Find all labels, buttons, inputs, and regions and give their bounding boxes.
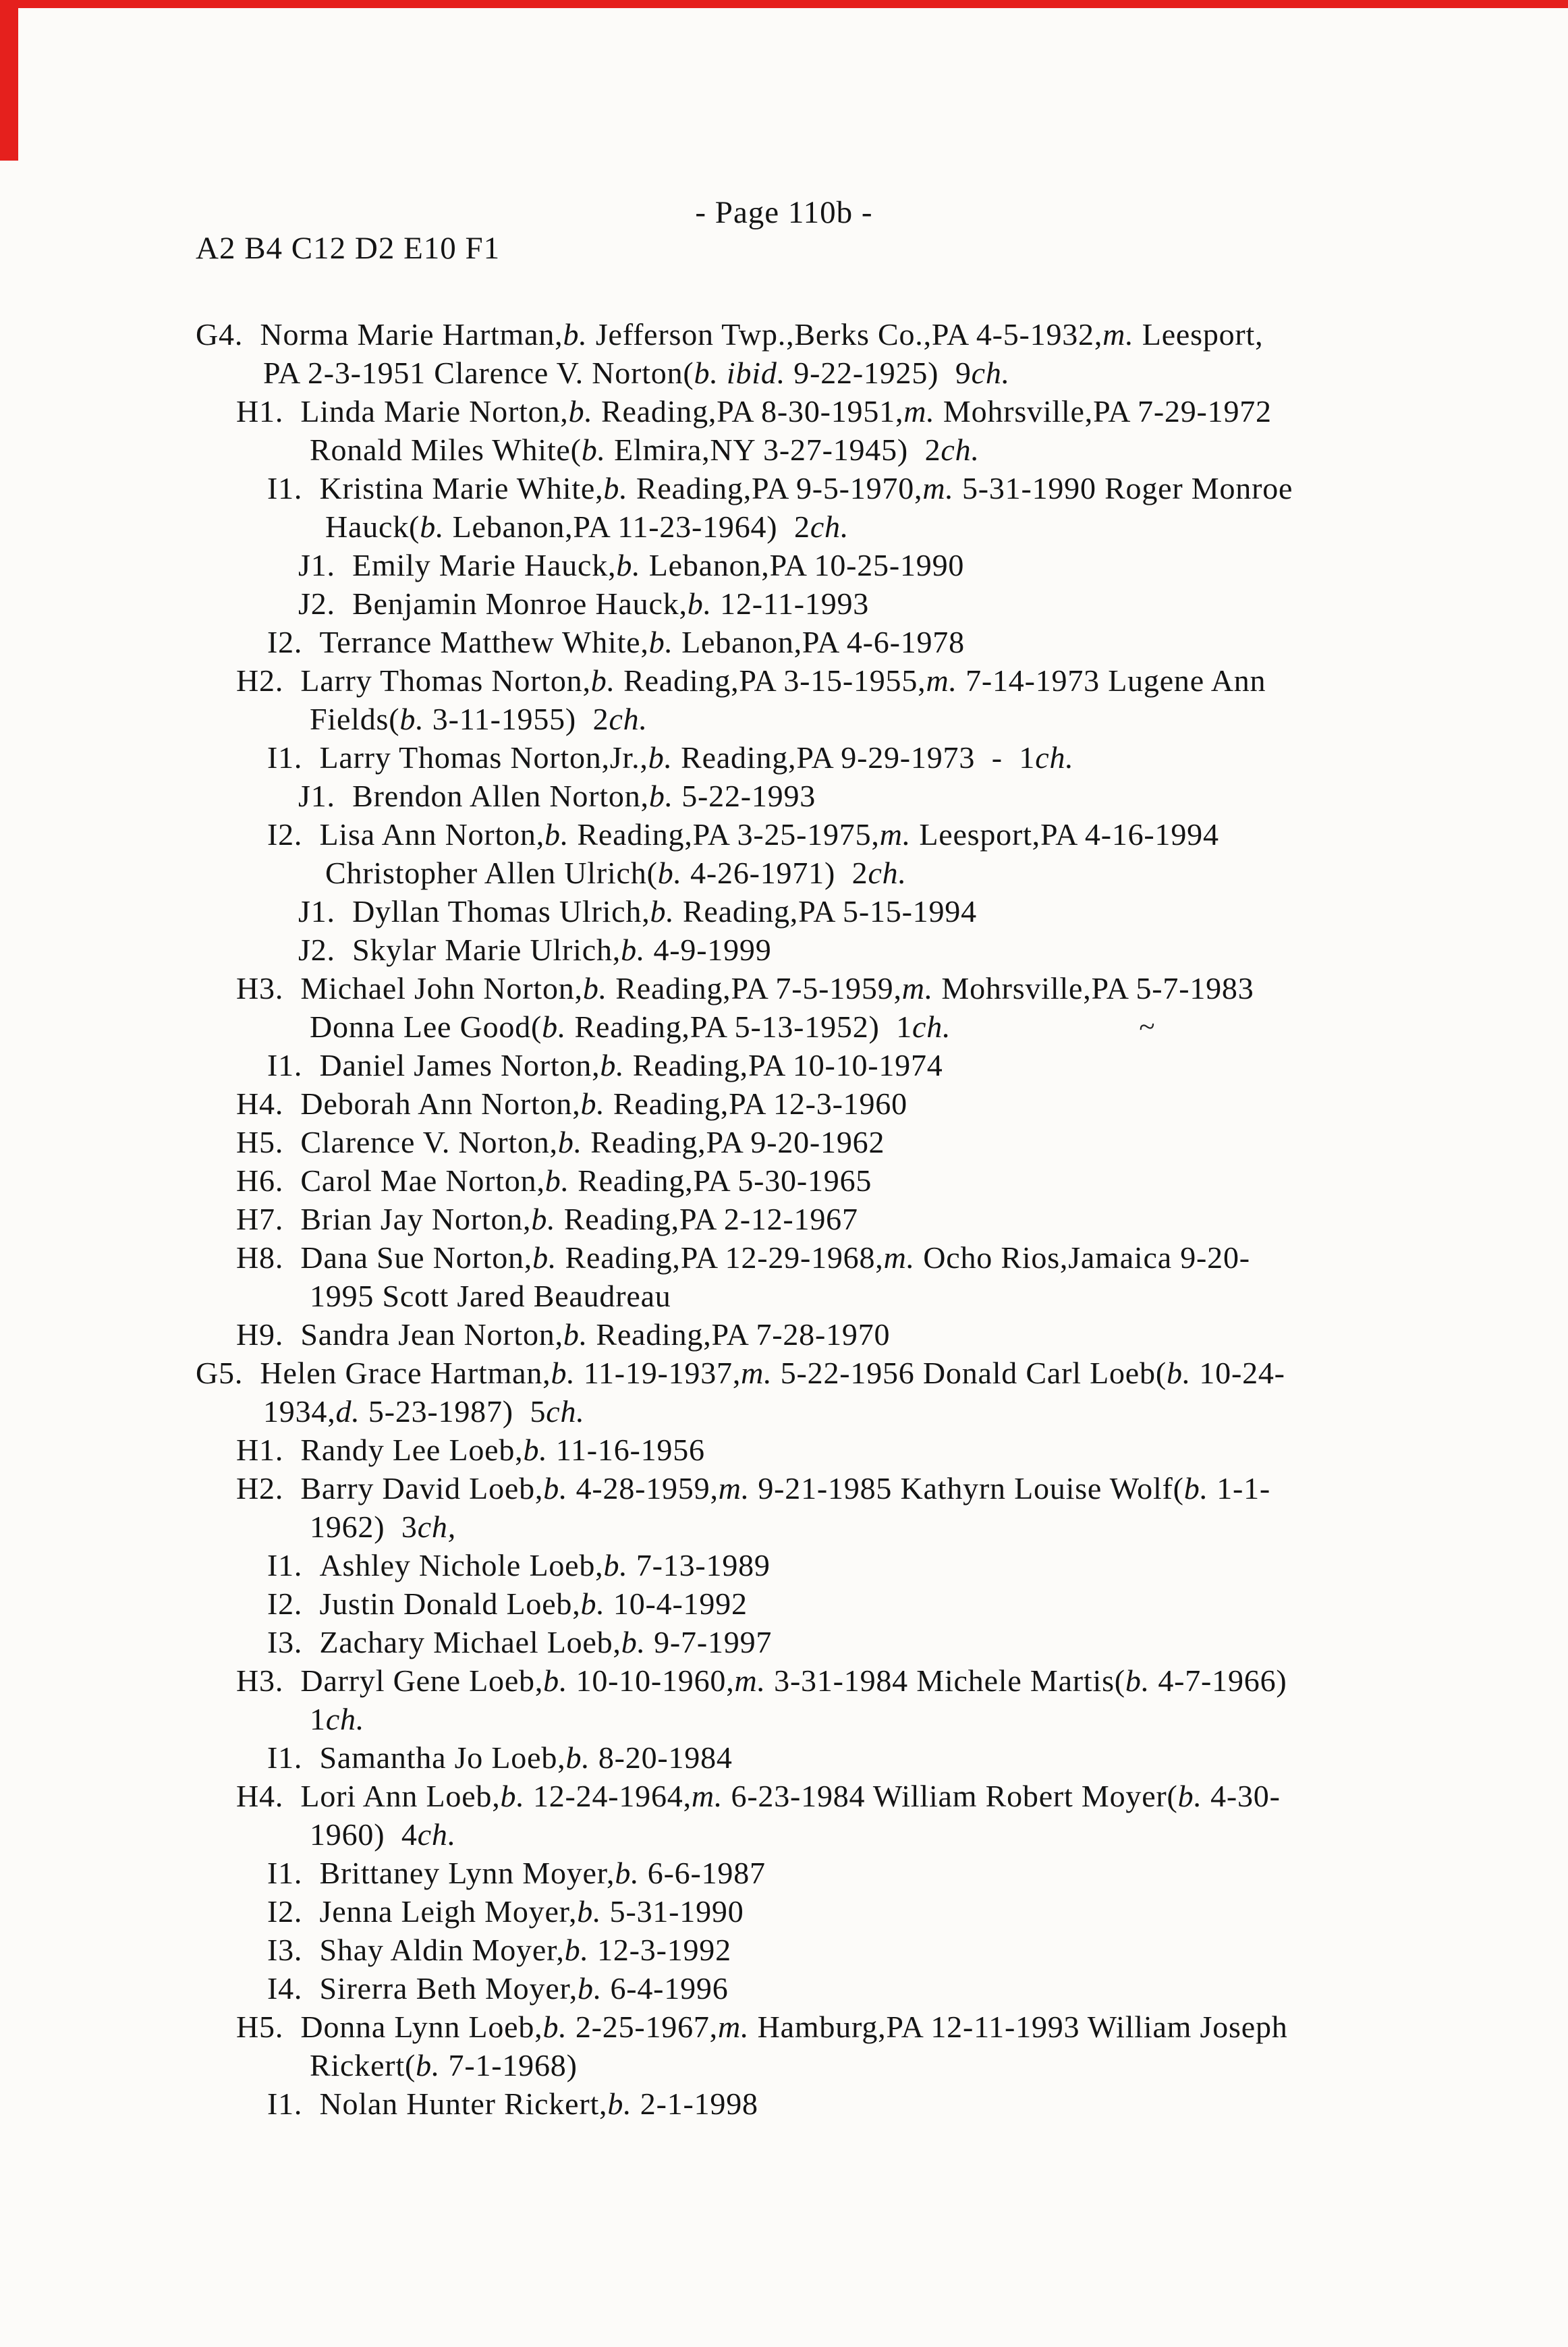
entry-text: Brittaney Lynn Moyer,b. 6-6-1987 [319,1856,766,1890]
entry-line [196,1431,1491,1469]
entry-line [196,815,1491,854]
entry-text: Benjamin Monroe Hauck,b. 12-11-1993 [352,586,870,621]
entry-text: Daniel James Norton,b. Reading,PA 10-10-1974 [319,1048,943,1082]
entry-label: I1. [267,471,303,505]
genealogy-entries [196,315,1491,2123]
entry-line [196,392,1491,431]
entry-line [196,1508,1491,1546]
entry-label: H4. [236,1779,284,1813]
entry-text: Norma Marie Hartman,b. Jefferson Twp.,Berks Co.,PA 4-5-1932,m. Leesport, [260,317,1264,352]
entry-line [196,1277,1491,1315]
entry-label: H7. [236,1202,284,1236]
entry-label: H9. [236,1317,284,1352]
entry-label: H3. [236,971,284,1005]
entry-text: Sirerra Beth Moyer,b. 6-4-1996 [319,1971,729,2006]
entry-line [196,1892,1491,1931]
entry-label: J1. [298,894,335,929]
entry-line [196,1469,1491,1508]
entry-text: Jenna Leigh Moyer,b. 5-31-1990 [319,1894,744,1929]
entry-line [196,1123,1491,1161]
entry-label: I3. [267,1933,303,1967]
entry-text: Christopher Allen Ulrich(b. 4-26-1971) 2ch. [325,856,907,890]
entry-text: Clarence V. Norton,b. Reading,PA 9-20-1962 [300,1125,885,1159]
entry-line [196,738,1491,777]
entry-line [196,507,1491,546]
entry-text: Emily Marie Hauck,b. Lebanon,PA 10-25-1990 [352,548,965,582]
entry-text: Linda Marie Norton,b. Reading,PA 8-30-1951,m. Mohrsville,PA 7-29-1972 [300,394,1272,429]
entry-label: J2. [298,586,335,621]
entry-text: Justin Donald Loeb,b. 10-4-1992 [319,1586,748,1621]
scan-color-bar-left [0,0,18,161]
entry-text: Larry Thomas Norton,b. Reading,PA 3-15-1955,m. 7-14-1973 Lugene Ann [300,663,1266,698]
entry-line [196,1623,1491,1661]
entry-line [196,1931,1491,1969]
entry-line [196,777,1491,815]
entry-line [196,1584,1491,1623]
entry-line [196,2008,1491,2046]
entry-text: PA 2-3-1951 Clarence V. Norton(b. ibid. 9-22-1925) 9ch. [263,356,1010,390]
entry-label: I1. [267,740,303,775]
entry-text: Brendon Allen Norton,b. 5-22-1993 [352,779,816,813]
entry-label: I1. [267,1048,303,1082]
entry-line [196,354,1491,392]
entry-text: Terrance Matthew White,b. Lebanon,PA 4-6-1978 [319,625,965,659]
entry-label: H5. [236,1125,284,1159]
lineage-code-line: A2 B4 C12 D2 E10 F1 [196,231,501,266]
entry-line [196,969,1491,1007]
entry-label: I2. [267,1586,303,1621]
page-number-header: - Page 110b - [695,195,873,230]
entry-label: I3. [267,1625,303,1659]
entry-line [196,2046,1491,2084]
entry-line [196,1546,1491,1584]
entry-line [196,1200,1491,1238]
entry-text: 1962) 3ch, [310,1510,457,1544]
entry-line [196,1238,1491,1277]
entry-line [196,1046,1491,1084]
entry-label: H1. [236,394,284,429]
entry-text: Kristina Marie White,b. Reading,PA 9-5-1970,m. 5-31-1990 Roger Monroe [319,471,1293,505]
entry-text: 1ch. [310,1702,365,1736]
entry-line [196,1007,1491,1046]
entry-text: Carol Mae Norton,b. Reading,PA 5-30-1965 [300,1163,872,1198]
entry-line [196,1700,1491,1738]
entry-text: Lisa Ann Norton,b. Reading,PA 3-25-1975,m. Leesport,PA 4-16-1994 [319,817,1219,852]
entry-text: Hauck(b. Lebanon,PA 11-23-1964) 2ch. [325,509,849,544]
entry-text: Shay Aldin Moyer,b. 12-3-1992 [319,1933,731,1967]
entry-line [196,315,1491,354]
entry-text: 1995 Scott Jared Beaudreau [310,1279,671,1313]
entry-line [196,1392,1491,1431]
entry-text: Brian Jay Norton,b. Reading,PA 2-12-1967 [300,1202,858,1236]
scan-color-bar-top [0,0,1568,8]
entry-text: Sandra Jean Norton,b. Reading,PA 7-28-1970 [300,1317,891,1352]
entry-text: Helen Grace Hartman,b. 11-19-1937,m. 5-22-1956 Donald Carl Loeb(b. 10-24- [260,1356,1285,1390]
entry-line [196,854,1491,892]
entry-text: 1960) 4ch. [310,1817,457,1852]
entry-text: Skylar Marie Ulrich,b. 4-9-1999 [352,933,772,967]
entry-text: Lori Ann Loeb,b. 12-24-1964,m. 6-23-1984 William Robert Moyer(b. 4-30- [300,1779,1281,1813]
entry-label: H6. [236,1163,284,1198]
entry-label: I1. [267,1740,303,1775]
entry-line [196,1969,1491,2008]
entry-line [196,1161,1491,1200]
entry-text: Fields(b. 3-11-1955) 2ch. [310,702,648,736]
entry-label: J2. [298,933,335,967]
entry-text: Larry Thomas Norton,Jr.,b. Reading,PA 9-29-1973 - 1ch. [319,740,1074,775]
entry-label: G4. [196,317,244,352]
entry-line [196,1738,1491,1777]
entry-label: I4. [267,1971,303,2006]
entry-text: Dyllan Thomas Ulrich,b. Reading,PA 5-15-1994 [352,894,977,929]
entry-label: J1. [298,779,335,813]
entry-line [196,931,1491,969]
entry-label: I1. [267,2087,303,2121]
entry-line [196,1777,1491,1815]
entry-line [196,2084,1491,2123]
entry-line [196,892,1491,931]
entry-line [196,469,1491,507]
entry-label: I1. [267,1548,303,1582]
entry-text: Donna Lynn Loeb,b. 2-25-1967,m. Hamburg,PA 12-11-1993 William Joseph [300,2010,1288,2044]
entry-line [196,1815,1491,1854]
entry-line [196,1084,1491,1123]
entry-label: H2. [236,1471,284,1506]
entry-label: I2. [267,817,303,852]
entry-label: G5. [196,1356,244,1390]
entry-label: H1. [236,1433,284,1467]
stray-pen-mark: ~ [1137,1009,1157,1045]
entry-label: I2. [267,1894,303,1929]
entry-text: 1934,d. 5-23-1987) 5ch. [263,1394,585,1429]
entry-label: H3. [236,1663,284,1698]
entry-text: Randy Lee Loeb,b. 11-16-1956 [300,1433,705,1467]
entry-line [196,584,1491,623]
entry-label: H8. [236,1240,284,1275]
entry-line [196,1315,1491,1354]
entry-line [196,700,1491,738]
entry-line [196,623,1491,661]
entry-text: Ronald Miles White(b. Elmira,NY 3-27-1945) 2ch. [310,433,980,467]
entry-text: Samantha Jo Loeb,b. 8-20-1984 [319,1740,733,1775]
entry-text: Barry David Loeb,b. 4-28-1959,m. 9-21-1985 Kathyrn Louise Wolf(b. 1-1- [300,1471,1271,1506]
entry-text: Zachary Michael Loeb,b. 9-7-1997 [319,1625,773,1659]
entry-label: H5. [236,2010,284,2044]
entry-line [196,1854,1491,1892]
entry-label: I2. [267,625,303,659]
entry-line [196,546,1491,584]
entry-label: J1. [298,548,335,582]
entry-line [196,1354,1491,1392]
entry-text: Darryl Gene Loeb,b. 10-10-1960,m. 3-31-1984 Michele Martis(b. 4-7-1966) [300,1663,1287,1698]
entry-text: Michael John Norton,b. Reading,PA 7-5-1959,m. Mohrsville,PA 5-7-1983 [300,971,1254,1005]
entry-text: Dana Sue Norton,b. Reading,PA 12-29-1968,m. Ocho Rios,Jamaica 9-20- [300,1240,1250,1275]
entry-text: Rickert(b. 7-1-1968) [310,2048,578,2082]
entry-label: H4. [236,1086,284,1121]
entry-line [196,431,1491,469]
entry-line [196,1661,1491,1700]
entry-text: Deborah Ann Norton,b. Reading,PA 12-3-1960 [300,1086,907,1121]
entry-label: I1. [267,1856,303,1890]
entry-label: H2. [236,663,284,698]
entry-text: Ashley Nichole Loeb,b. 7-13-1989 [319,1548,771,1582]
entry-text: Nolan Hunter Rickert,b. 2-1-1998 [319,2087,758,2121]
entry-line [196,661,1491,700]
entry-text: Donna Lee Good(b. Reading,PA 5-13-1952) 1ch. [310,1010,951,1044]
